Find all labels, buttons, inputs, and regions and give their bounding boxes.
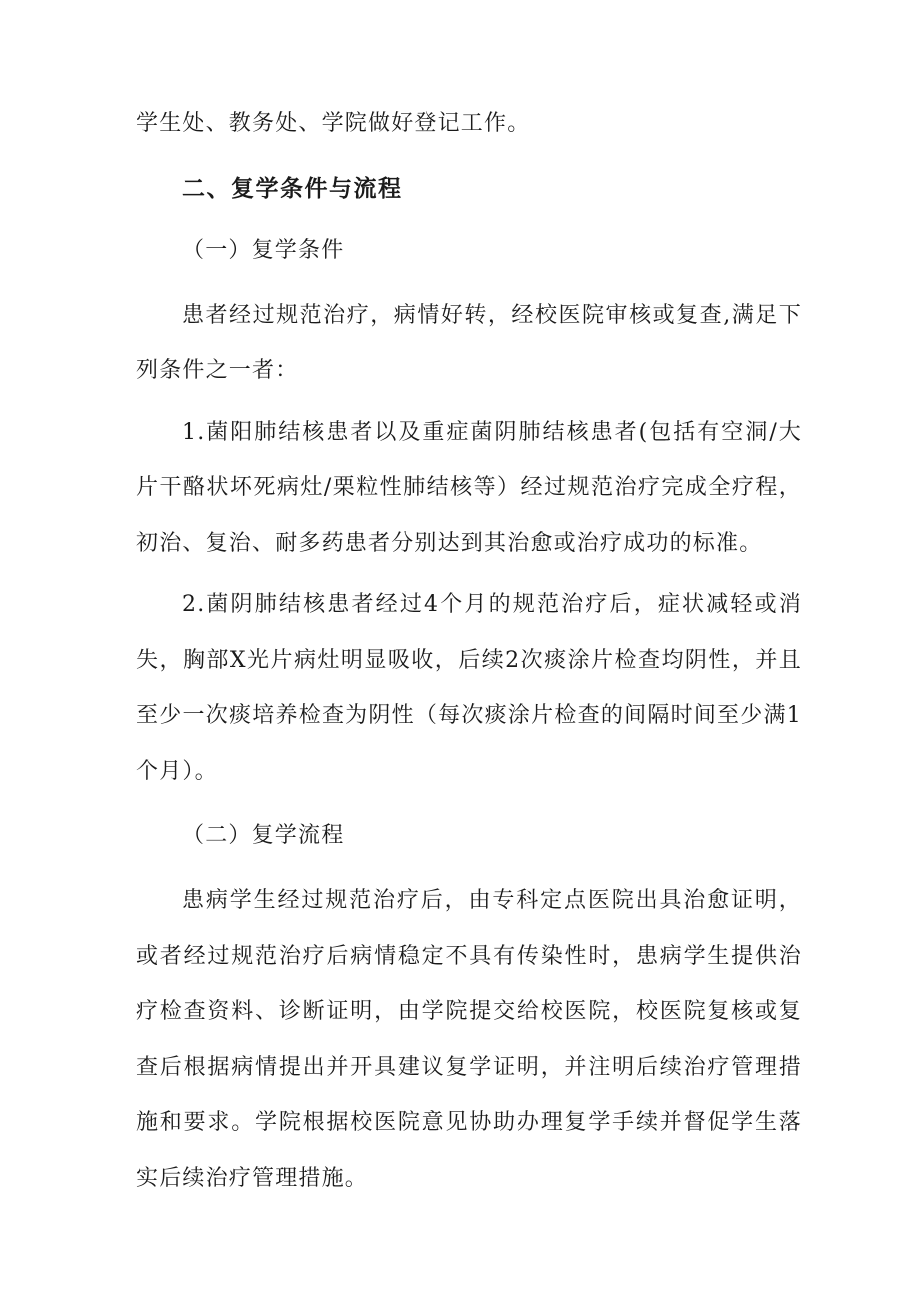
subsection-2-title: （二）复学流程 [182,823,345,848]
intro-line: 学生处、教务处、学院做好登记工作。 [136,111,531,136]
section-heading: 二、复学条件与流程 [182,175,403,202]
subsection-1-title: （一）复学条件 [182,237,345,263]
condition-1-paragraph: 1.菌阳肺结核患者以及重症菌阴肺结核患者(包括有空洞/大片干酪状坏死病灶/栗粒性肺结核等）经过规范治疗完成全疗程，初治、复治、耐多药患者分别达到其治愈或治疗成功的标准。 [136,419,802,556]
subsection-2-body: 患病学生经过规范治疗后，由专科定点医院出具治愈证明，或者经过规范治疗后病情稳定不具有传染性时，患病学生提供治疗检查资料、诊断证明，由学院提交给校医院，校医院复核或复查后根据病情提出并开具建议复学证明，并注明后续治疗管理措施和要求。学院根据校医院意见协助办理复学手续并督促学生落实后续治疗管理措施。 [136,888,802,1191]
condition-2-paragraph: 2.菌阴肺结核患者经过4个月的规范治疗后，症状减轻或消失，胸部X光片病灶明显吸收，后续2次痰涂片检查均阴性，并且至少一次痰培养检查为阴性（每次痰涂片检查的间隔时间至少满1个月）。 [136,592,802,784]
subsection-1-intro: 患者经过规范治疗，病情好转，经校医院审核或复查,满足下列条件之一者： [136,302,802,383]
